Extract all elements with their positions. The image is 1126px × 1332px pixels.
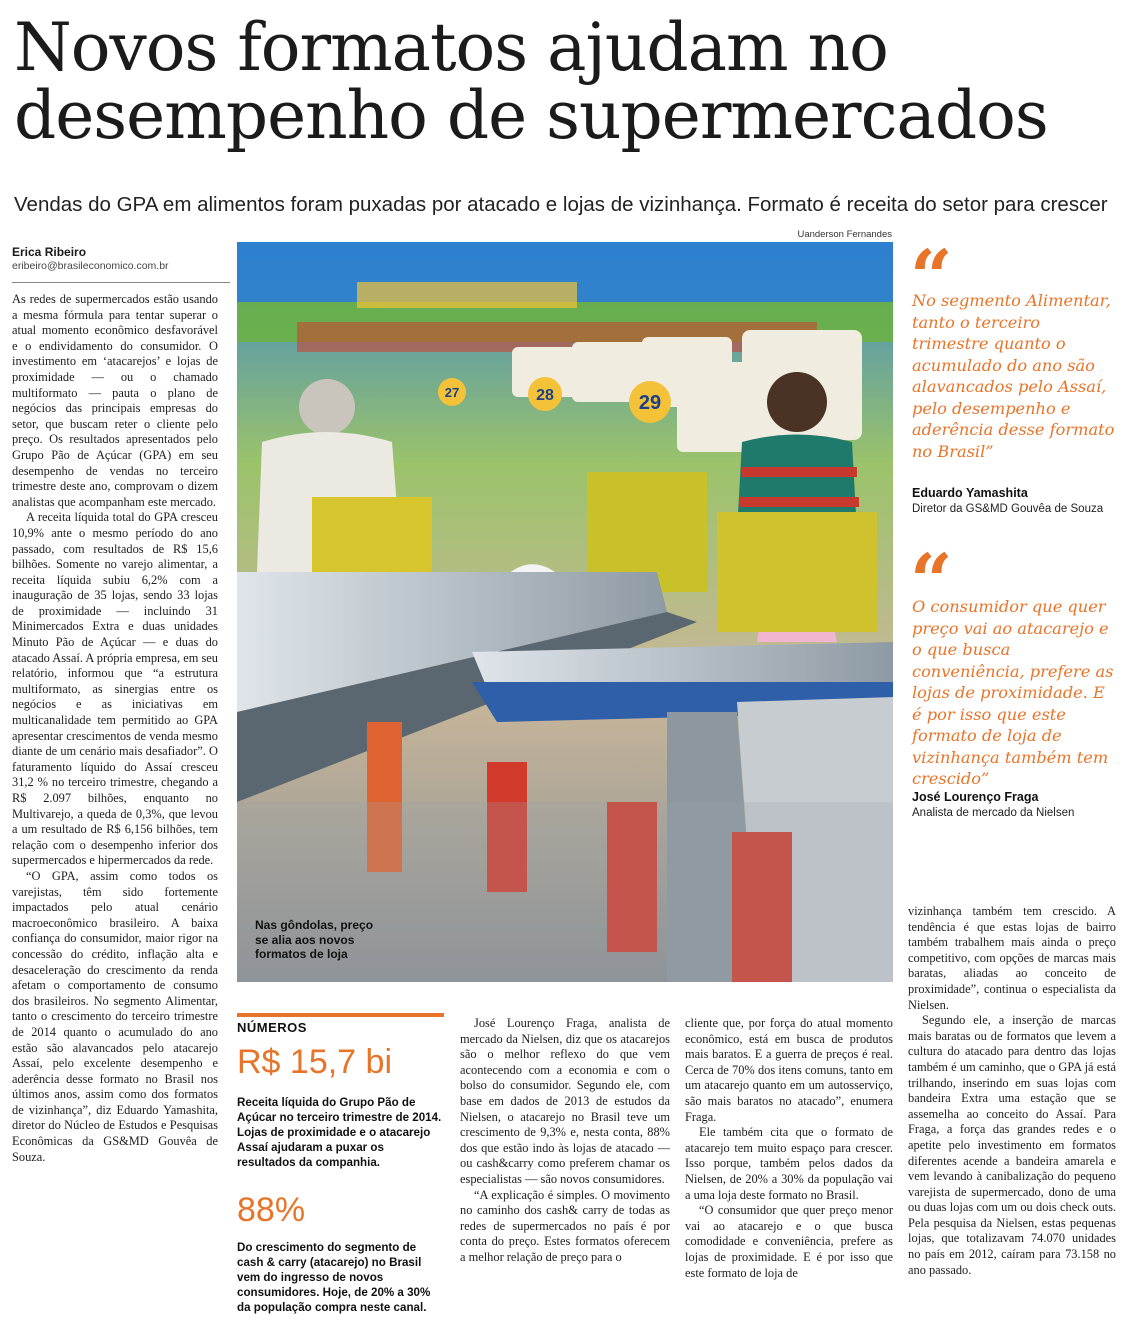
numbers-text-revenue: Receita líquida do Grupo Pão de Açúcar no terceiro trimestre de 2014. Lojas de proximidade e o atacarejo Assaí ajudaram a puxar os resultados da companhia.: [237, 1096, 442, 1169]
paragraph: “A explicação é simples. O movimento no caminho dos cash& carry de todas as redes de supermercados no país é por conta do preço. Estes formatos oferecem a melhor relação de preço para o: [460, 1187, 670, 1264]
checkout-number: 28: [536, 387, 554, 404]
body-column-4: [685, 1016, 893, 1326]
author-name: Erica Ribeiro: [12, 245, 87, 259]
checkout-number: 27: [444, 385, 460, 400]
byline-divider: [12, 282, 230, 283]
body-column-5: [908, 904, 1116, 1326]
pull-quote-1-name: Eduardo Yamashita: [912, 486, 1028, 500]
byline: [12, 245, 230, 273]
headline-line-2: desempenho de supermercados: [14, 77, 1048, 154]
headline-line-1: Novos formatos ajudam no: [14, 9, 888, 86]
paragraph: Ele também cita que o formato de atacarejo tem muito espaço para crescer. Isso porque, também pelos dados da Nielsen, de 20% a 30% da população vai a uma loja deste formato no Brasil.: [685, 1125, 893, 1202]
quote-mark-icon: “: [910, 235, 953, 321]
numbers-rule: [237, 1013, 444, 1017]
photo-illustration: [237, 242, 893, 982]
paragraph: “O consumidor que quer preço menor vai ao atacarejo e o que busca comodidade e conveniência, prefere as lojas de proximidade. E é por isso que este formato de loja de: [685, 1203, 893, 1280]
numbers-text-percent: Do crescimento do segmento de cash & carry (atacarejo) no Brasil vem do ingresso de novos consumidores. Hoje, de 20% a 30% da população compra neste canal.: [237, 1241, 431, 1314]
pull-quote-2-role: Analista de mercado da Nielsen: [912, 807, 1075, 819]
paragraph: “O GPA, assim como todos os varejistas, têm sido fortemente impactados pelo atual cenário macroeconômico brasileiro. A baixa confiança do consumidor, maior rigor na concessão do crédito, inflação alta e desaceleração do crescimento da renda afetam o comportamento de consumo dos brasileiros. No segmento Alimentar, tanto o crescimento do terceiro trimestre de 2014 quanto o acumulado do ano estão são alavancados pelo atacarejo Assaí, pelo excelente desempenho e aderência desse formato no Brasil nos últimos anos, assim como dos formatos de vizinhança”, diz Eduardo Yamashita, diretor do Núcleo de Estudos e Pesquisas Econômicas da GS&MD Gouvêa de Souza.: [12, 868, 218, 1164]
numbers-value-revenue: R$ 15,7 bi: [237, 1043, 392, 1081]
paragraph: A receita líquida total do GPA cresceu 10,9% ante o mesmo período do ano passado, com resultados de R$ 15,6 bilhões. Somente no varejo alimentar, a receita líquida subiu 6,2% com a inauguração de 35 lojas, sendo 33 lojas de proximidade — incluindo 31 Minimercados Extra e duas unidades Minuto Pão de Açúcar — e duas do atacado Assaí. A própria empresa, em seu relatório, informou que “a estrutura multiformato, as sinergias entre os negócios e as iniciativas em multicanalidade tem permitido ao GPA apresentar crescimentos de venda mesmo diante de um cenário mais desafiador”. O faturamento líquido do Assaí cresceu 31,2 % no terceiro trimestre, chegando a R$ 2.097 bilhões, enquanto no Multivarejo, a queda de 0,3%, que levou a um resultado de R$ 6,156 bilhões, tem relação com o desempenho inferior dos supermercados e hipermercados da rede.: [12, 510, 218, 868]
numbers-title: NÚMEROS: [237, 1020, 307, 1035]
pull-quote-2: O consumidor que quer preço vai ao atacarejo e o que busca conveniência, prefere as lojas de proximidade. E é por isso que este formato de loja de vizinhança também tem crescido”: [912, 597, 1114, 788]
paragraph: Segundo ele, a inserção de marcas mais baratas ou de formatos que levem a cultura do atacado para dentro das lojas também é um caminho, que o GPA já está trilhando, inserindo em suas lojas com bandeira Extra uma estação que se assemelha ao conceito do Assaí. Para Fraga, a força das grandes redes e o apetite pelo investimento em formatos diferentes acende a bandeira amarela e vem levando à canibalização do pequeno varejista de supermercado, dono de uma ou duas lojas com um ou dois check outs. Pela pesquisa da Nielsen, estas pequenas lojas, que totalizavam 74.070 unidades no país em 2012, caíram para 73.158 no ano passado.: [908, 1013, 1116, 1277]
pull-quote-1: No segmento Alimentar, tanto o terceiro trimestre quanto o acumulado do ano são alavancados pelo Assaí, pelo desempenho e aderência desse formato no Brasil”: [912, 291, 1115, 461]
body-column-3: [460, 1016, 670, 1326]
paragraph: vizinhança também tem crescido. A tendência é que estas lojas de bairro também trabalhem mais ainda o preço competitivo, com opções de marcas mais baratas, aliadas ao conceito de proximidade”, continua o especialista da Nielsen.: [908, 904, 1116, 1012]
quote-mark-icon: “: [910, 539, 953, 625]
pull-quote-2-name: José Lourenço Fraga: [912, 790, 1039, 804]
subheadline: Vendas do GPA em alimentos foram puxadas por atacado e lojas de vizinhança. Formato é receita do setor para crescer: [14, 193, 1108, 216]
paragraph: José Lourenço Fraga, analista de mercado da Nielsen, diz que os atacarejos são o melhor reflexo do que vem acontecendo com a economia e com o bolso do consumidor. Segundo ele, com base em dados de 2013 de estudos da Nielsen, o atacarejo no Brasil teve um crescimento de 9,3% e, nesta conta, 88% dos que estão indo às lojas de atacado — ou cash&carry como preferem chamar os especialistas — são novos consumidores.: [460, 1016, 670, 1186]
headline: [14, 9, 1114, 154]
pull-quote-1-role: Diretor da GS&MD Gouvêa de Souza: [912, 503, 1104, 515]
supermarket-photo: [237, 242, 893, 982]
paragraph: As redes de supermercados estão usando a mesma fórmula para tentar superar o atual momento econômico desfavorável e o endividamento do consumidor. O investimento em ‘atacarejos’ e lojas de proximidade — ou o chamado multiformato — pauta o plano de negócios das principais empresas do setor, que buscam reter o cliente pelo preço. Os resultados apresentados pelo Grupo Pão de Açúcar (GPA) em seu desempenho de vendas no terceiro trimestre deste ano, comprovam o dizem analistas que acompanham este mercado.: [12, 292, 218, 509]
photo-caption: Nas gôndolas, preço se alia aos novos formatos de loja: [255, 918, 374, 961]
author-email[interactable]: eribeiro@brasileconomico.com.br: [12, 260, 169, 272]
checkout-number: 29: [638, 392, 662, 414]
body-column-1: [12, 292, 218, 1324]
paragraph: cliente que, por força do atual momento econômico, está em busca de produtos mais baratos. E a guerra de preços é real. Cerca de 70% dos itens comuns, tanto em um atacarejo quanto em um autosserviço, são mais baratos no atacado”, enumera Fraga.: [685, 1016, 893, 1124]
numbers-value-percent: 88%: [237, 1191, 306, 1229]
photo-credit: Uanderson Fernandes: [797, 229, 892, 240]
